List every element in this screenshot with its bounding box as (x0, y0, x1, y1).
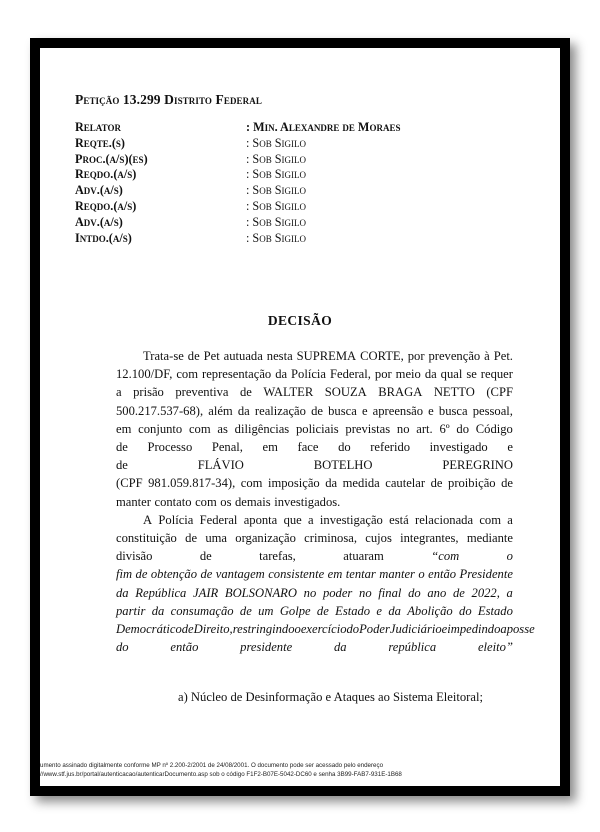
document-title: Petição 13.299 Distrito Federal (75, 92, 262, 107)
list-item-a: a) Núcleo de Desinformação e Ataques ao Sistema Eleitoral; (178, 690, 483, 704)
text-line: divisão de tarefas, atuaram “com o (116, 549, 513, 564)
party-label: Intdo.(a/s) (75, 230, 132, 245)
text-line: a prisão preventiva de WALTER SOUZA BRAGA NETTO (CPF (116, 385, 513, 400)
digital-signature-footer (40, 761, 560, 779)
text-line: (CPF 981.059.817-34), com imposição da medida cautelar de proibição de (116, 476, 513, 491)
party-value: : Min. Alexandre de Moraes (246, 120, 401, 134)
text-line: do então presidente da república eleito” (116, 640, 513, 655)
party-label: Relator (75, 120, 121, 134)
party-label: Reqte.(s) (75, 135, 125, 150)
text-line: Trata-se de Pet autuada nesta SUPREMA CORTE, por prevenção à Pet. (143, 349, 513, 363)
party-label: Adv.(a/s) (75, 214, 123, 229)
text-line: da República JAIR BOLSONARO no poder no final do ano de 2022, a (116, 585, 513, 600)
text-line: manter contato com os demais investigados. (116, 494, 341, 509)
party-label: Proc.(a/s)(es) (75, 151, 148, 166)
text-line: fim de obtenção de vantagem consistente em tentar manter o então Presidente (116, 567, 513, 582)
party-row (75, 199, 400, 215)
parties-table (75, 120, 400, 246)
party-value: : Sob Sigilo (246, 167, 307, 182)
party-row (75, 120, 400, 136)
text-line: constituição de uma organização criminosa, cujos integrantes, mediante (116, 531, 513, 546)
party-label: Reqdo.(a/s) (75, 198, 137, 213)
party-row (75, 152, 400, 168)
party-row (75, 215, 400, 231)
party-value: : Sob Sigilo (246, 135, 307, 150)
text-line: 12.100/DF, com representação da Polícia Federal, por meio da qual se requer (116, 367, 513, 382)
party-label: Adv.(a/s) (75, 183, 123, 198)
party-value: : Sob Sigilo (246, 214, 307, 229)
party-value: : Sob Sigilo (246, 183, 307, 198)
document-body (116, 347, 535, 656)
party-value: : Sob Sigilo (246, 230, 307, 245)
section-heading: DECISÃO (267, 313, 333, 328)
text-line: de Processo Penal, em face do referido investigado e (116, 440, 513, 455)
text-line: de FLÁVIO BOTELHO PEREGRINO (116, 458, 513, 473)
party-row (75, 136, 400, 152)
party-row (75, 183, 400, 199)
party-value: : Sob Sigilo (246, 151, 307, 166)
text-line: A Polícia Federal aponta que a investigação está relacionada com a (143, 512, 513, 527)
party-row (75, 231, 400, 247)
text-line: em conjunto com as diligências policiais previstas no art. 6º do Código (116, 421, 513, 436)
footer-line-1: umento assinado digitalmente conforme MP nº 2.200-2/2001 de 24/08/2001. O documento pode ser acessado pelo endereço (40, 762, 384, 769)
footer-line-2: //www.stf.jus.br/portal/autenticacao/autenticarDocumento.asp sob o código F1F2-B07E-5042-DC60 e senha 3B99-FAB7-931E-1B68 (40, 771, 402, 778)
text-line: partir da consumação de um Golpe de Estado e da Abolição do Estado (116, 603, 513, 618)
party-label: Reqdo.(a/s) (75, 167, 137, 182)
party-value: : Sob Sigilo (246, 198, 307, 213)
text-line: 500.217.537-68), além da realização de busca e apreensão e busca pessoal, (116, 403, 513, 418)
text-line: Democrático de Direito, restringindo o exercício do Poder Judiciário e impedindo a posse (116, 622, 535, 637)
party-row (75, 167, 400, 183)
